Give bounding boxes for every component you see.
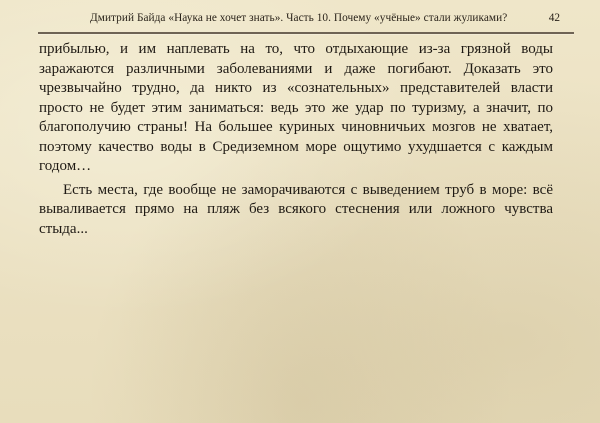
body-text bbox=[39, 40, 553, 239]
page-number: 42 bbox=[548, 12, 560, 24]
paragraph: прибылью, и им наплевать на то, что отдыхающие из-за грязной воды заражаются различными заболеваниями и даже погибают. Доказать это чрезвычайно трудно, да никто из «сознательных» представителей власти просто не будет этим заниматься: ведь это же удар по туризму, а значит, по благополучию страны! На большее куриных чиновничьих мозгов не хватает, поэтому качество воды в Средиземном море ощутимо ухудшается с каждым годом… bbox=[39, 41, 553, 174]
paragraph: Есть места, где вообще не заморачиваются с выведением труб в море: всё вываливается прямо на пляж без всякого стеснения или ложного чувства стыда... bbox=[39, 181, 553, 237]
header-divider bbox=[38, 32, 574, 34]
running-header bbox=[38, 9, 574, 29]
header-title: Дмитрий Байда «Наука не хочет знать». Часть 10. Почему «учёные» стали жуликами? bbox=[90, 12, 508, 24]
